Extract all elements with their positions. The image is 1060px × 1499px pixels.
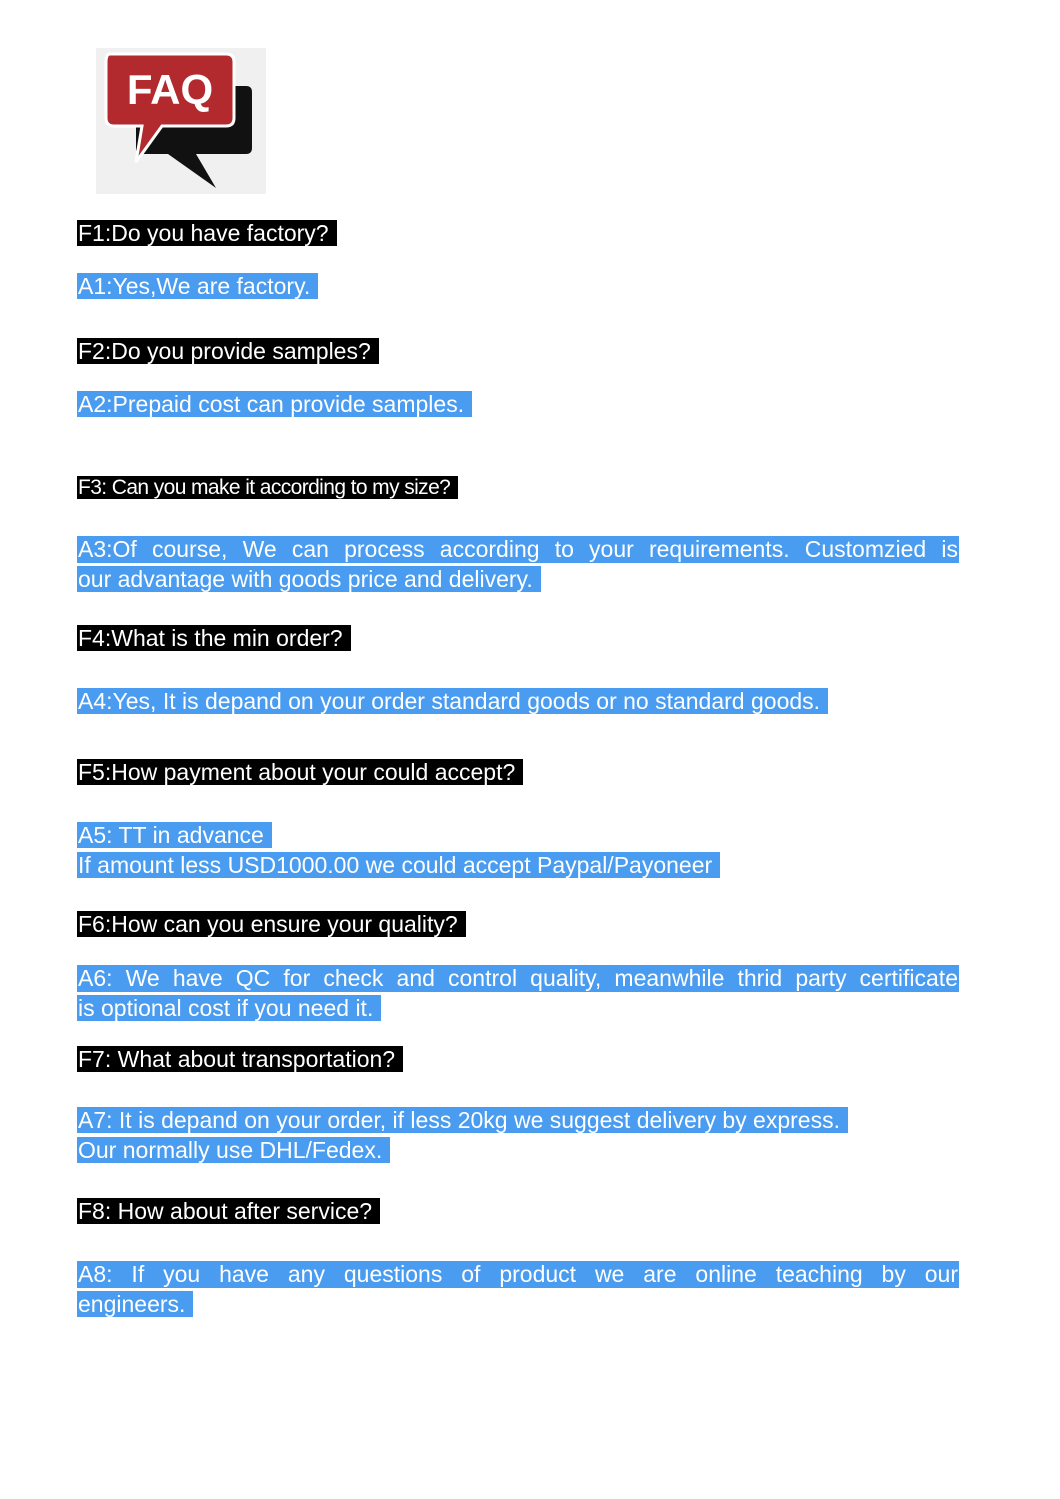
question-3: F3: Can you make it according to my size? — [77, 476, 458, 499]
answer-1: A1:Yes,We are factory. — [77, 273, 318, 299]
answer-7-line-2: Our normally use DHL/Fedex. — [77, 1137, 390, 1163]
answer-4: A4:Yes, It is depand on your order standard goods or no standard goods. — [77, 688, 828, 714]
faq-item-4-question-row — [77, 625, 351, 652]
faq-item-1-question-row — [77, 220, 337, 247]
faq-item-4-answer-row — [77, 688, 828, 715]
answer-5-line-2: If amount less USD1000.00 we could accept Paypal/Payoneer — [77, 852, 720, 878]
faq-item-8-answer-row-1 — [77, 1261, 959, 1288]
faq-item-6-answer-row-2 — [77, 995, 381, 1022]
faq-item-5-answer-row-2 — [77, 852, 720, 879]
faq-item-3-question-row — [77, 473, 458, 501]
faq-item-2-answer-row — [77, 391, 472, 418]
faq-logo — [96, 48, 266, 194]
answer-6-line-1: A6: We have QC for check and control quality, meanwhile thrid party certificate — [78, 965, 958, 991]
faq-item-6-question-row — [77, 911, 466, 938]
faq-item-7-answer-row-2 — [77, 1137, 390, 1164]
faq-item-8-answer-row-2 — [77, 1291, 193, 1318]
question-1: F1:Do you have factory? — [77, 220, 337, 246]
answer-8-line-2: engineers. — [77, 1291, 193, 1317]
faq-item-7-question-row — [77, 1046, 403, 1073]
faq-item-2-question-row — [77, 338, 379, 365]
answer-3-line-1: A3:Of course, We can process according to your requirements. Customzied is — [78, 536, 958, 562]
faq-item-3-answer-row-1 — [77, 536, 959, 563]
faq-item-5-question-row — [77, 759, 523, 786]
answer-7-line-1: A7: It is depand on your order, if less 20kg we suggest delivery by express. — [77, 1107, 848, 1133]
faq-item-7-answer-row-1 — [77, 1107, 848, 1134]
answer-2: A2:Prepaid cost can provide samples. — [77, 391, 472, 417]
faq-logo-text: FAQ — [126, 66, 214, 113]
answer-3-line-2: our advantage with goods price and delivery. — [77, 566, 541, 592]
faq-item-1-answer-row — [77, 273, 318, 300]
answer-5-line-1: A5: TT in advance — [77, 822, 272, 848]
question-4: F4:What is the min order? — [77, 625, 351, 651]
faq-item-5-answer-row-1 — [77, 822, 272, 849]
answer-6-line-2: is optional cost if you need it. — [77, 995, 381, 1021]
question-8: F8: How about after service? — [77, 1198, 380, 1224]
question-5: F5:How payment about your could accept? — [77, 759, 523, 785]
answer-8-line-1: A8: If you have any questions of product we are online teaching by our — [78, 1261, 958, 1287]
faq-item-3-answer-row-2 — [77, 566, 541, 593]
faq-item-6-answer-row-1 — [77, 965, 959, 992]
question-7: F7: What about transportation? — [77, 1046, 403, 1072]
question-2: F2:Do you provide samples? — [77, 338, 379, 364]
faq-item-8-question-row — [77, 1198, 380, 1225]
question-6: F6:How can you ensure your quality? — [77, 911, 466, 937]
